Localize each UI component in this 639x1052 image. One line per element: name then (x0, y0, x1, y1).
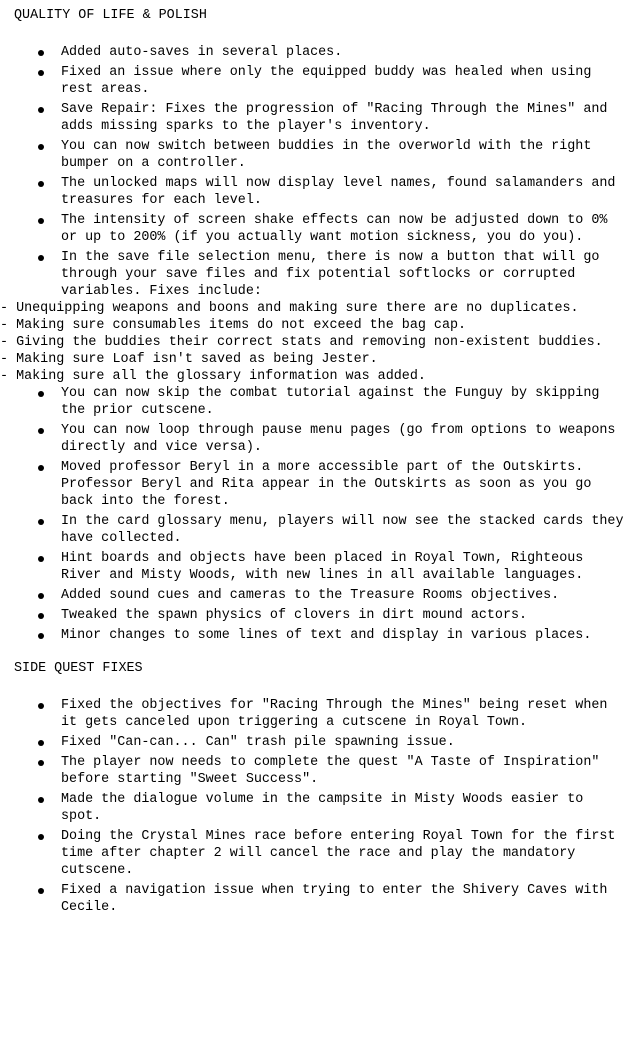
list-item-text: Doing the Crystal Mines race before entering Royal Town for the first time after chapter 2 will cancel the race and play the mandatory cutscene. (61, 829, 616, 878)
list-item-text: Tweaked the spawn physics of clovers in dirt mound actors. (61, 608, 528, 623)
bullet-icon (38, 255, 44, 261)
list-item (61, 587, 631, 604)
list-item-text: You can now loop through pause menu pages (go from options to weapons directly and vice versa). (61, 423, 616, 455)
list-item (61, 212, 631, 246)
list-item (61, 44, 631, 61)
bullet-icon (38, 834, 44, 840)
list-item (61, 385, 631, 419)
bullet-icon (38, 181, 44, 187)
bullet-icon (38, 633, 44, 639)
bullet-icon (38, 797, 44, 803)
bullet-icon (38, 556, 44, 562)
bullet-icon (38, 107, 44, 113)
list-item-text: The intensity of screen shake effects can now be adjusted down to 0% or up to 200% (if you actually want motion sickness, you do you). (61, 213, 608, 245)
bullet-icon (38, 740, 44, 746)
bullet-icon (38, 613, 44, 619)
bullet-icon (38, 888, 44, 894)
list-item-text: Hint boards and objects have been placed in Royal Town, Righteous River and Misty Woods, with new lines in all available languages. (61, 551, 584, 583)
list-item (61, 697, 631, 731)
list-item-text: Save Repair: Fixes the progression of "Racing Through the Mines" and adds missing sparks to the player's inventory. (61, 102, 608, 134)
bullet-icon (38, 703, 44, 709)
bullet-icon (38, 428, 44, 434)
dash-list-item: - Making sure all the glossary information was added. (0, 369, 426, 384)
list-item (61, 550, 631, 584)
list-item-text: Made the dialogue volume in the campsite in Misty Woods easier to spot. (61, 792, 584, 824)
list-item (61, 734, 631, 751)
list-item (61, 828, 631, 879)
bullet-icon (38, 593, 44, 599)
fixes-include-list (0, 300, 631, 385)
section-heading-quality-of-life: QUALITY OF LIFE & POLISH (14, 8, 207, 23)
list-item-text: In the save file selection menu, there is now a button that will go through your save files and fix potential softlocks or corrupted variables. Fixes include: (61, 250, 600, 299)
list-item (61, 607, 631, 624)
side-quest-bullet-list (14, 697, 631, 916)
dash-list-item: - Making sure Loaf isn't saved as being Jester. (0, 352, 378, 367)
list-item-text: Fixed "Can-can... Can" trash pile spawning issue. (61, 735, 455, 750)
bullet-icon (38, 519, 44, 525)
dash-list-item: - Unequipping weapons and boons and making sure there are no duplicates. (0, 301, 579, 316)
list-item-text: The unlocked maps will now display level names, found salamanders and treasures for each level. (61, 176, 616, 208)
list-item (61, 101, 631, 135)
dash-list-item: - Making sure consumables items do not exceed the bag cap. (0, 318, 467, 333)
quality-of-life-bullet-list (14, 44, 631, 300)
list-item (61, 627, 631, 644)
list-item-text: You can now skip the combat tutorial against the Funguy by skipping the prior cutscene. (61, 386, 600, 418)
bullet-icon (38, 465, 44, 471)
list-item (61, 791, 631, 825)
list-item (61, 138, 631, 172)
quality-of-life-bullet-list-continued (14, 385, 631, 644)
section-heading-side-quest-fixes: SIDE QUEST FIXES (14, 661, 143, 676)
list-item (61, 175, 631, 209)
list-item (61, 459, 631, 510)
list-item-text: You can now switch between buddies in the overworld with the right bumper on a controller. (61, 139, 592, 171)
list-item (61, 513, 631, 547)
bullet-icon (38, 70, 44, 76)
list-item (61, 422, 631, 456)
list-item-text: Fixed the objectives for "Racing Through the Mines" being reset when it gets canceled upon triggering a cutscene in Royal Town. (61, 698, 608, 730)
list-item-text: In the card glossary menu, players will now see the stacked cards they have collected. (61, 514, 624, 546)
list-item (61, 882, 631, 916)
bullet-icon (38, 144, 44, 150)
bullet-icon (38, 218, 44, 224)
list-item (61, 754, 631, 788)
list-item (61, 249, 631, 300)
bullet-icon (38, 50, 44, 56)
list-item-text: The player now needs to complete the quest "A Taste of Inspiration" before starting "Sweet Success". (61, 755, 600, 787)
bullet-icon (38, 760, 44, 766)
list-item-text: Added sound cues and cameras to the Treasure Rooms objectives. (61, 588, 560, 603)
bullet-icon (38, 391, 44, 397)
dash-list-item: - Giving the buddies their correct stats and removing non-existent buddies. (0, 335, 603, 350)
list-item-text: Fixed a navigation issue when trying to enter the Shivery Caves with Cecile. (61, 883, 608, 915)
list-item-text: Fixed an issue where only the equipped buddy was healed when using rest areas. (61, 65, 592, 97)
list-item (61, 64, 631, 98)
list-item-text: Moved professor Beryl in a more accessible part of the Outskirts. Professor Beryl and Rita appear in the Outskirts as soon as you go back into the forest. (61, 460, 592, 509)
list-item-text: Minor changes to some lines of text and display in various places. (61, 628, 592, 643)
list-item-text: Added auto-saves in several places. (61, 45, 343, 60)
